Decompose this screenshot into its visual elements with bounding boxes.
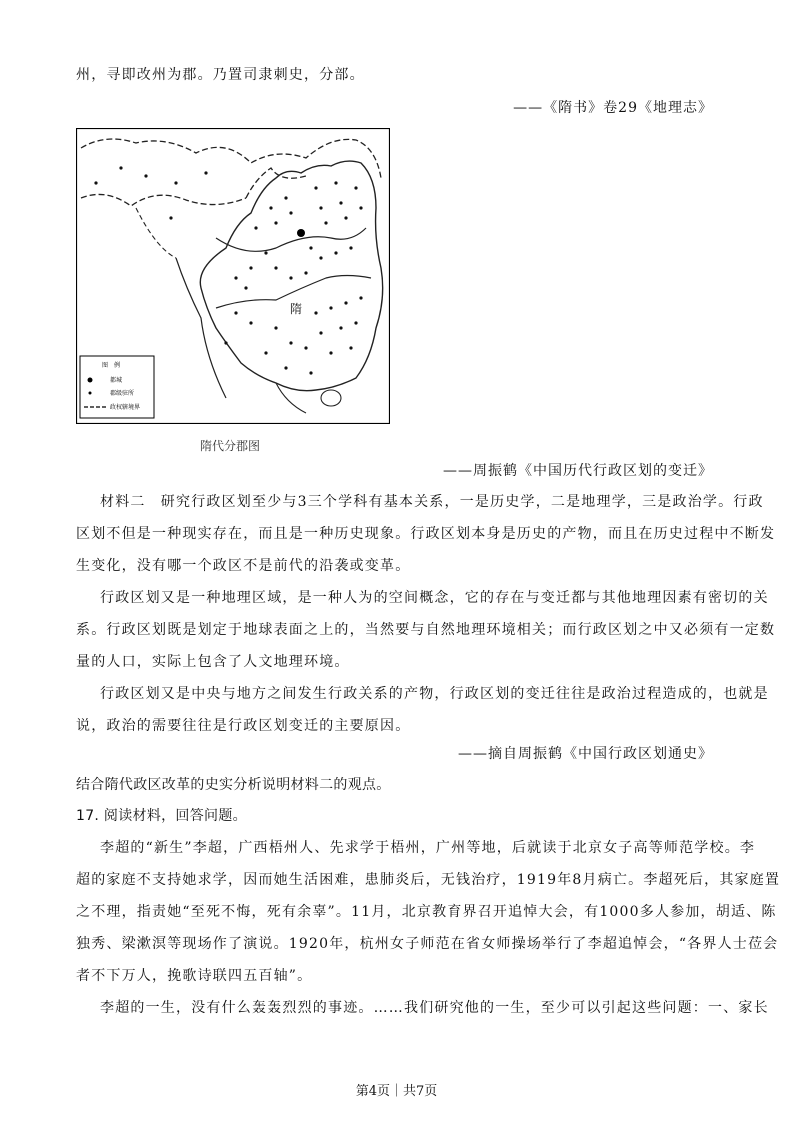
page-footer: 第4页｜共7页 — [355, 1084, 438, 1099]
paragraph-line: 材料二 研究行政区划至少与3三个学科有基本关系，一是历史学，二是地理学，三是政治学。行政 — [100, 494, 764, 510]
text-line: 州，寻即改州为郡。乃置司隶刺史，分部。 — [76, 67, 365, 83]
map-image — [76, 128, 390, 424]
sui-dynasty-map — [76, 128, 390, 424]
paragraph-line: 行政区划又是一种地理区域，是一种人为的空间概念，它的存在与变迁都与其他地理因素有密切的关 — [100, 590, 769, 606]
paragraph-line: 李超的“新生”李超，广西梧州人、先求学于梧州，广州等地，后就读于北京女子高等师范学校。李 — [100, 840, 756, 856]
legend-border: 政权辖境界 — [110, 404, 141, 411]
paragraph-line: 说，政治的需要往往是行政区划变迁的主要原因。 — [76, 718, 411, 734]
citation-sui-shu: ——《隋书》卷29《地理志》 — [513, 100, 713, 116]
citation-zhou-zhenhe-1: ——周振鹤《中国历代行政区划的变迁》 — [443, 463, 713, 479]
paragraph-line: 生变化，没有哪一个政区不是前代的沿袭或变革。 — [76, 558, 411, 574]
question-17-heading: 17. 阅读材料，回答问题。 — [76, 808, 247, 824]
paragraph-line: 李超的一生，没有什么轰轰烈烈的事迹。……我们研究他的一生，至少可以引起这些问题：一、家长 — [100, 1000, 769, 1016]
legend-capital: 都城 — [110, 377, 123, 384]
question-16-prompt: 结合隋代政区改革的史实分析说明材料二的观点。 — [76, 777, 391, 793]
paragraph-line: 之不理，指责她“至死不悔，死有余辜”。11月，北京教育界召开追悼大会，有1000多人参加，胡适、陈 — [76, 904, 777, 920]
paragraph-line: 量的人口，实际上包含了人文地理环境。 — [76, 654, 350, 670]
map-caption: 隋代分郡图 — [200, 439, 261, 453]
legend-county: 郡级驻所 — [110, 390, 135, 397]
paragraph-line: 超的家庭不支持她求学，因而她生活困难，患肺炎后，无钱治疗，1919年8月病亡。李超死后，其家庭置 — [76, 872, 781, 888]
paragraph-line: 行政区划又是中央与地方之间发生行政关系的产物，行政区划的变迁往往是政治过程造成的，也就是 — [100, 686, 769, 702]
map-label-sui: 隋 — [290, 302, 303, 316]
paragraph-line: 独秀、梁漱溟等现场作了演说。1920年，杭州女子师范在省女师操场举行了李超追悼会，“各界人士莅会 — [76, 936, 779, 952]
citation-zhou-zhenhe-2: ——摘自周振鹤《中国行政区划通史》 — [458, 746, 713, 762]
legend-title: 图 例 — [102, 362, 121, 369]
paragraph-line: 区划不但是一种现实存在，而且是一种历史现象。行政区划本身是历史的产物，而且在历史过程中不断发 — [76, 526, 776, 542]
paragraph-line: 系。行政区划既是划定于地球表面之上的，当然要与自然地理环境相关；而行政区划之中又必须有一定数 — [76, 622, 776, 638]
paragraph-line: 者不下万人，挽歌诗联四五百轴”。 — [76, 968, 313, 984]
